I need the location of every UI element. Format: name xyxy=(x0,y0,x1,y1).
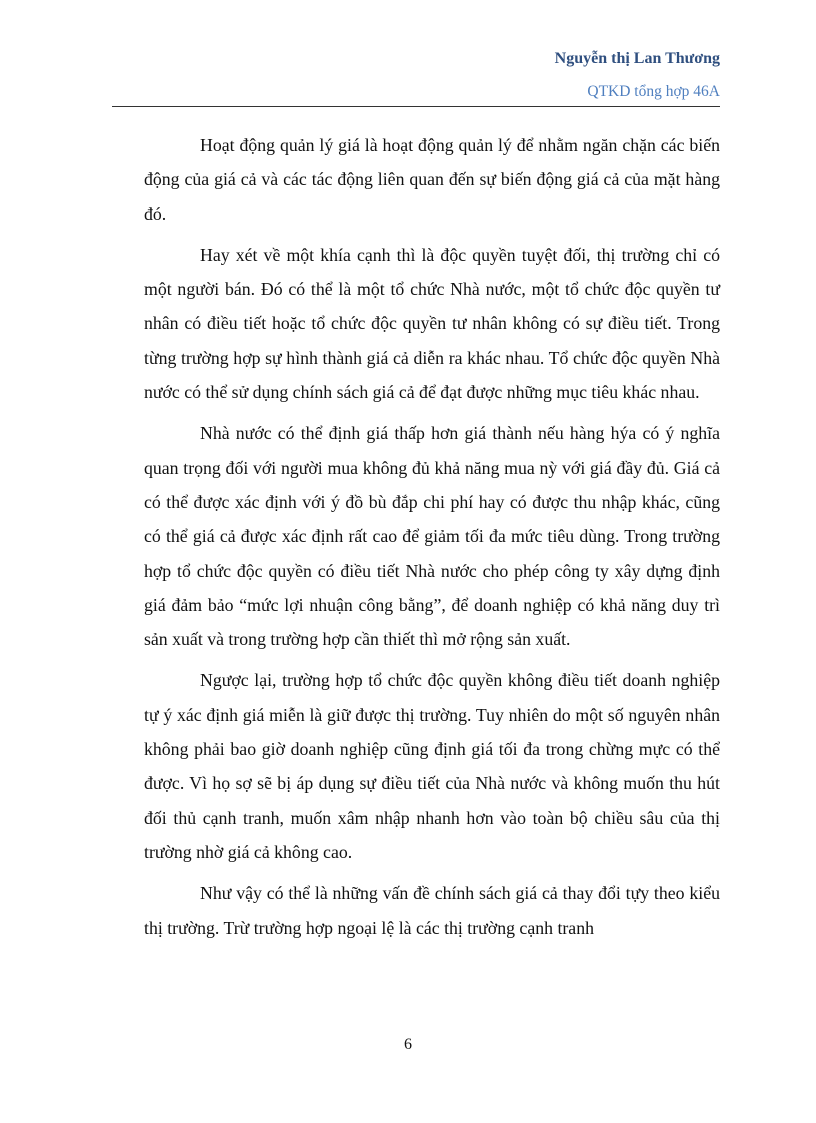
header-author-name: Nguyễn thị Lan Thương xyxy=(554,50,720,67)
paragraph-state-pricing: Nhà nước có thể định giá thấp hơn giá thành nếu hàng hýa có ý nghĩa quan trọng đối với người mua không đủ khả năng mua nỳ với giá đầy đủ. Giá cả có thể được xác định với ý đồ bù đắp chi phí hay có được thu nhập khác, cũng có thể giá cả được xác định rất cao để giảm tối đa mức tiêu dùng. Trong trường hợp tổ chức độc quyền có điều tiết Nhà nước cho phép công ty xây dựng định giá đảm bảo “mức lợi nhuận công bằng”, để doanh nghiệp có khả năng duy trì sản xuất và trong trường hợp cần thiết thì mở rộng sản xuất. xyxy=(144,423,720,650)
header-class-name: QTKD tổng hợp 46A xyxy=(587,83,720,100)
paragraph-price-management: Hoạt động quản lý giá là hoạt động quản lý để nhằm ngăn chặn các biến động của giá cả và các tác động liên quan đến sự biến động giá cả của mặt hàng đó. xyxy=(144,135,720,224)
paragraph-unregulated-monopoly: Ngược lại, trường hợp tổ chức độc quyền không điều tiết doanh nghiệp tự ý xác định giá miễn là giữ được thị trường. Tuy nhiên do một số nguyên nhân không phải bao giờ doanh nghiệp cũng định giá tối đa trong chừng mực có thể được. Vì họ sợ sẽ bị áp dụng sự điều tiết của Nhà nước và không muốn thu hút đối thủ cạnh tranh, muốn xâm nhập nhanh hơn vào toàn bộ chiều sâu của thị trường nhờ giá cả không cao. xyxy=(144,670,720,862)
paragraph-absolute-monopoly: Hay xét về một khía cạnh thì là độc quyền tuyệt đối, thị trường chỉ có một người bán. Đó có thể là một tổ chức Nhà nước, một tổ chức độc quyền tư nhân có điều tiết hoặc tổ chức độc quyền tư nhân không có sự điều tiết. Trong từng trường hợp sự hình thành giá cả diễn ra khác nhau. Tổ chức độc quyền Nhà nước có thể sử dụng chính sách giá cả để đạt được những mục tiêu khác nhau. xyxy=(144,244,720,403)
page-header xyxy=(112,50,720,108)
paragraph-conclusion: Như vậy có thể là những vấn đề chính sách giá cả thay đổi tựy theo kiểu thị trường. Trừ trường hợp ngoại lệ là các thị trường cạnh tranh xyxy=(144,883,720,938)
header-divider xyxy=(112,106,720,107)
document-body xyxy=(144,128,720,952)
page-number: 6 xyxy=(404,1036,412,1053)
